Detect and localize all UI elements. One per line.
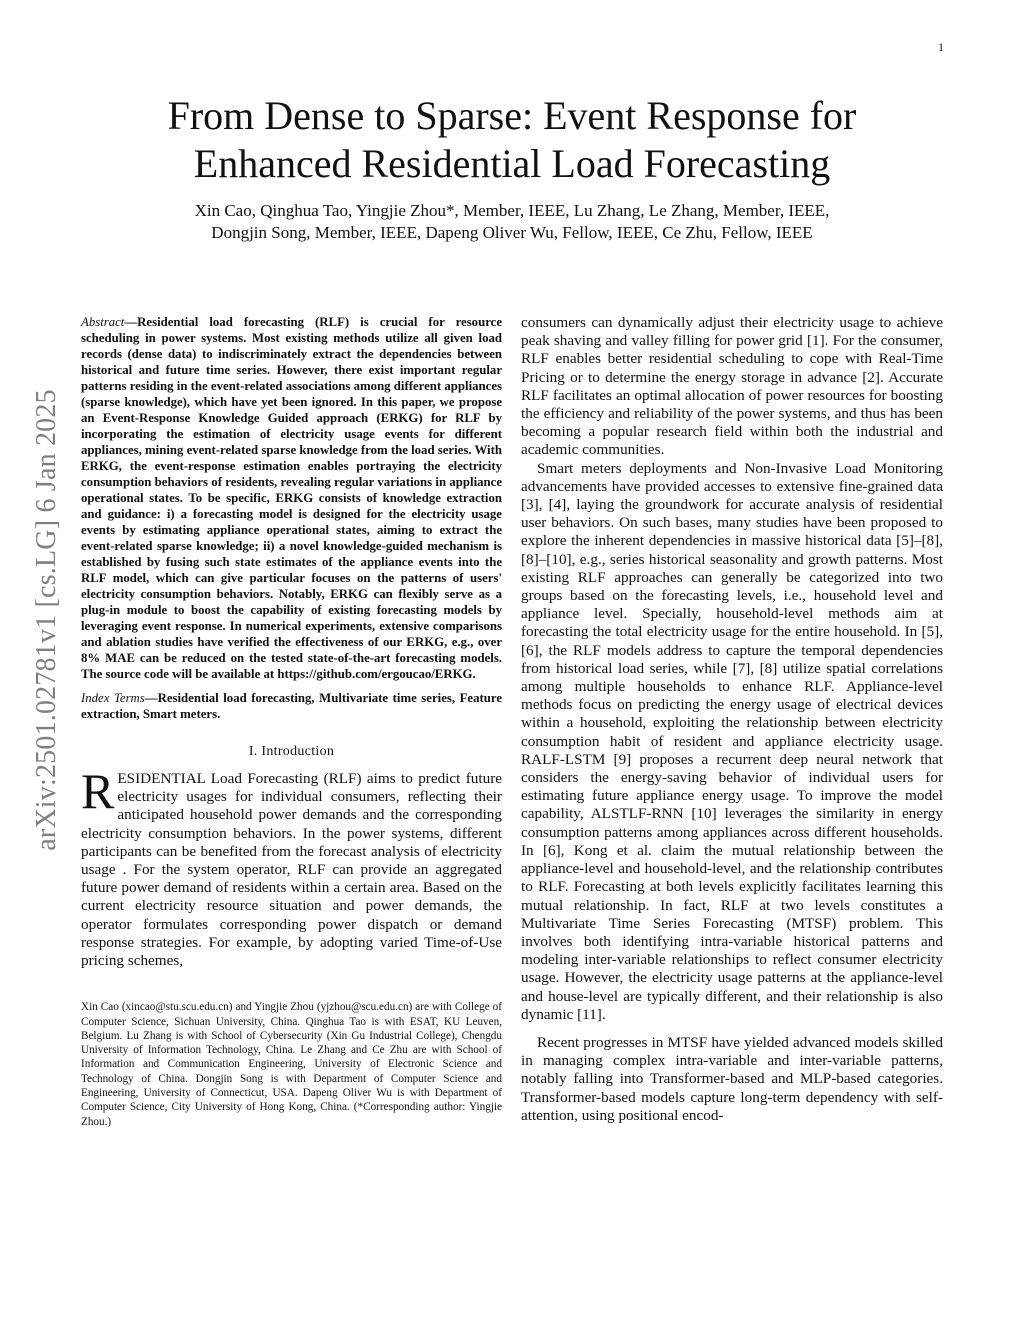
author-line: Xin Cao, Qinghua Tao, Yingjie Zhou*, Member, IEEE, Lu Zhang, Le Zhang, Member, IEEE, — [194, 201, 830, 220]
section-heading: I. Introduction — [248, 744, 335, 759]
affiliation-footnote: Xin Cao (xincao@stu.scu.edu.cn) and Yingjie Zhou (yjzhou@scu.edu.cn) are with College of Computer Science, Sichuan University, China. Qinghua Tao is with ESAT, KU Leuven, Belgium. Lu Zhang is with School of Cybersecurity (Xin Gu Industrial College), Chengdu University of Information Technology, China. Le Zhang and Ce Zhu are with School of Information and Communication Engineering, University of Electronic Science and Technology of China. Dongjin Song is with Department of Computer Science and Engineering, University of Connecticut, USA. Dapeng Oliver Wu is with Department of Computer Science, City University of Hong Kong, China. (*Corresponding author: Yingjie Zhou.) — [81, 1001, 502, 1128]
page-number: 1 — [938, 40, 944, 54]
paper-title — [80, 92, 944, 188]
abstract-text: —Residential load forecasting (RLF) is crucial for resource scheduling in power systems. Most existing methods utilize all given load records (dense data) to indiscriminately extract the dependencies between historical and future time series. However, there exist important regular patterns residing in the event-related associations among different appliances (sparse knowledge), which have yet been ignored. In this paper, we propose an Event-Response Knowledge Guided approach (ERKG) for RLF by incorporating the estimation of electricity usage events for different appliances, mining event-related sparse knowledge from the load series. With ERKG, the event-response estimation enables portraying the electricity consumption behaviors of residents, revealing regular variations in appliance operational states. To be specific, ERKG consists of knowledge extraction and guidance: i) a forecasting model is designed for the electricity usage events by estimating appliance operational states, aiming to extract the event-related sparse knowledge; ii) a novel knowledge-guided mechanism is established by fusing such state estimates of the appliance events into the RLF model, which can give particular focuses on the patterns of users' electricity consumption behaviors. Notably, ERKG can flexibly serve as a plug-in module to boost the capability of existing forecasting models by leveraging event response. In numerical experiments, extensive comparisons and ablation studies have verified the effectiveness of our ERKG, e.g., over 8% MAE can be reduced on the tested state-of-the-art forecasting models. The source code will be available at https://github.com/ergoucao/ERKG. — [81, 315, 502, 681]
body-paragraph: consumers can dynamically adjust their electricity usage to achieve peak shaving and valley filling for power grid [1]. For the consumer, RLF enables better residential scheduling to cope with Real-Time Pricing or to determine the energy storage in advance [2]. Accurate RLF facilitates an optimal allocation of power resources for boosting the efficiency and reliability of the power systems, and thus has been becoming a popular research field within both the industrial and academic communities. — [521, 314, 943, 459]
body-paragraph: Smart meters deployments and Non-Invasive Load Monitoring advancements have provided accesses to extensive fine-grained data [3], [4], laying the groundwork for accurate analysis of residential user behaviors. On such bases, many studies have been proposed to explore the inherent dependencies in massive historical data [5]–[8], [8]–[10], e.g., series historical seasonality and growth patterns. Most existing RLF approaches can generally be categorized into two groups based on the forecasting levels, i.e., household level and appliance level. Specially, household-level methods aim at forecasting the total electricity usage for the entire household. In [5], [6], the RLF models address to capture the temporal dependencies from historical load series, while [7], [8] utilize spatial correlations among multiple households to enhance RLF. Appliance-level methods focus on predicting the energy usage of electrical devices within a household, exploiting the relationship between electricity consumption habit of resident and appliance electricity usage. RALF-LSTM [9] proposes a recurrent deep neural network that considers the energy-saving behavior of individual users for estimating future appliance energy usage. To improve the model capability, ALSTLF-RNN [10] leverages the similarity in energy consumption patterns among appliances across different households. In [6], Kong et al. claim the mutual relationship between the appliance-level and household-level, and the relationship contributes to RLF. Forecasting at both levels explicitly facilitates learning this mutual relationship. In fact, RLF at two levels constitutes a Multivariate Time Series Forecasting (MTSF) problem. This involves both identifying intra-variable historical patterns and modeling inter-variable relationships to reflect consumer electricity usage. However, the electricity usage patterns at the appliance-level and house-level are typically different, and their relationship is also dynamic [11]. — [521, 459, 943, 1023]
left-column — [81, 314, 502, 1129]
body-paragraph: Recent progresses in MTSF have yielded advanced models skilled in managing complex intra-variable and inter-variable patterns, notably falling into Transformer-based and MLP-based categories. Transformer-based models capture long-term dependency with self-attention, using positional encod- — [521, 1033, 943, 1124]
abstract — [81, 314, 502, 682]
abstract-label: Abstract — [81, 315, 125, 329]
arxiv-identifier-stamp: arXiv:2501.02781v1 [cs.LG] 6 Jan 2025 — [31, 389, 62, 851]
title-line: Enhanced Residential Load Forecasting — [193, 141, 831, 186]
author-line: Dongjin Song, Member, IEEE, Dapeng Oliver Wu, Fellow, IEEE, Ce Zhu, Fellow, IEEE — [211, 223, 813, 242]
title-line: From Dense to Sparse: Event Response for — [167, 93, 857, 138]
author-list — [80, 200, 944, 244]
index-terms-text: —Residential load forecasting, Multivariate time series, Feature extraction, Smart meters. — [81, 691, 502, 721]
introduction-paragraph — [81, 763, 502, 970]
index-terms — [81, 690, 502, 722]
index-terms-label: Index Terms — [81, 691, 145, 705]
introduction-text: ESIDENTIAL Load Forecasting (RLF) aims to predict future electricity usages for individual consumers, reflecting their anticipated household power demands and the corresponding electricity consumption behaviors. In the power systems, different participants can be benefited from the forecast analysis of electricity usage . For the system operator, RLF can provide an aggregated future power demand of residents within a certain area. Based on the current electricity resource situation and power demands, the operator formulates corresponding power dispatch or demand response strategies. For example, by adopting varied Time-of-Use pricing schemes, — [81, 770, 502, 970]
right-column — [521, 314, 943, 1125]
drop-cap: R — [81, 763, 115, 819]
